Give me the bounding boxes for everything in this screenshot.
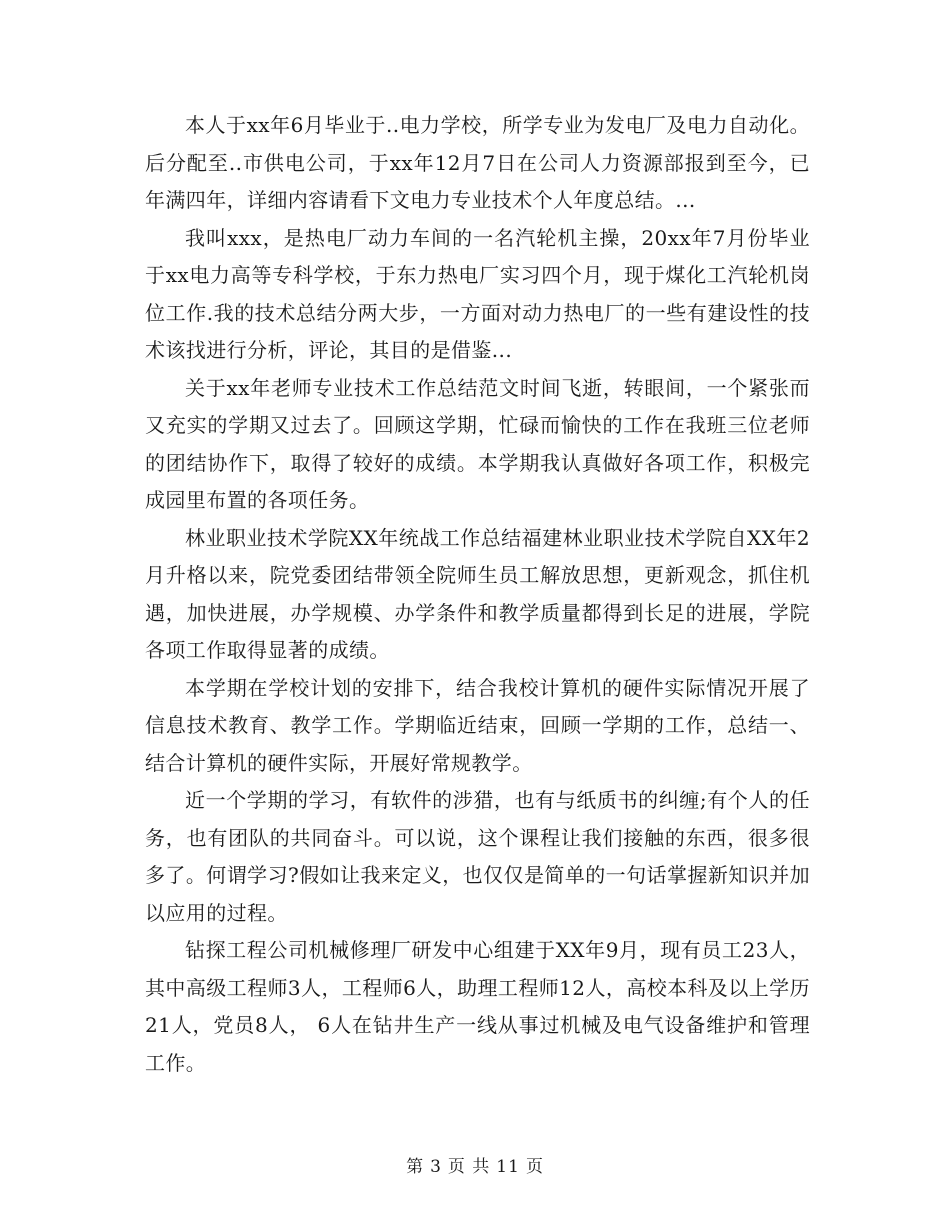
footer-page-number: 3	[430, 1157, 442, 1177]
footer-total-pages: 11	[496, 1157, 520, 1177]
paragraph-3: 关于xx年老师专业技术工作总结范文时间飞逝，转眼间，一个紧张而又充实的学期又过去了。回顾这学期，忙碌而愉快的工作在我班三位老师的团结协作下，取得了较好的成绩。本学期我认真做好各项工作，积极完成园里布置的各项任务。	[145, 375, 810, 512]
footer-suffix: 页	[525, 1157, 544, 1177]
page-footer	[0, 1152, 950, 1177]
paragraph-4: 林业职业技术学院XX年统战工作总结福建林业职业技术学院自XX年2月升格以来，院党委团结带领全院师生员工解放思想，更新观念，抓住机遇，加快进展，办学规模、办学条件和教学质量都得到长足的进展，学院各项工作取得显著的成绩。	[145, 525, 810, 662]
paragraph-1: 本人于xx年6月毕业于..电力学校，所学专业为发电厂及电力自动化。后分配至..市供电公司，于xx年12月7日在公司人力资源部报到至今，已年满四年，详细内容请看下文电力专业技术个人年度总结。...	[145, 113, 810, 212]
paragraph-2: 我叫xxx，是热电厂动力车间的一名汽轮机主操，20xx年7月份毕业于xx电力高等专科学校，于东力热电厂实习四个月，现于煤化工汽轮机岗位工作.我的技术总结分两大步，一方面对动力热电厂的一些有建设性的技术该找进行分析，评论，其目的是借鉴...	[145, 225, 810, 362]
footer-prefix: 第	[406, 1157, 425, 1177]
document-body	[145, 107, 810, 1082]
paragraph-6: 近一个学期的学习，有软件的涉猎，也有与纸质书的纠缠;有个人的任务，也有团队的共同奋斗。可以说，这个课程让我们接触的东西，很多很多了。何谓学习?假如让我来定义，也仅仅是简单的一句话掌握新知识并加以应用的过程。	[145, 788, 810, 925]
footer-middle: 页 共	[447, 1157, 491, 1177]
paragraph-5: 本学期在学校计划的安排下，结合我校计算机的硬件实际情况开展了信息技术教育、教学工作。学期临近结束，回顾一学期的工作，总结一、结合计算机的硬件实际，开展好常规教学。	[145, 675, 810, 775]
paragraph-7: 钻探工程公司机械修理厂研发中心组建于XX年9月，现有员工23人，其中高级工程师3人，工程师6人，助理工程师12人，高校本科及以上学历21人，党员8人， 6人在钻井生产一线从事过机械及电气设备维护和管理工作。	[145, 938, 810, 1075]
